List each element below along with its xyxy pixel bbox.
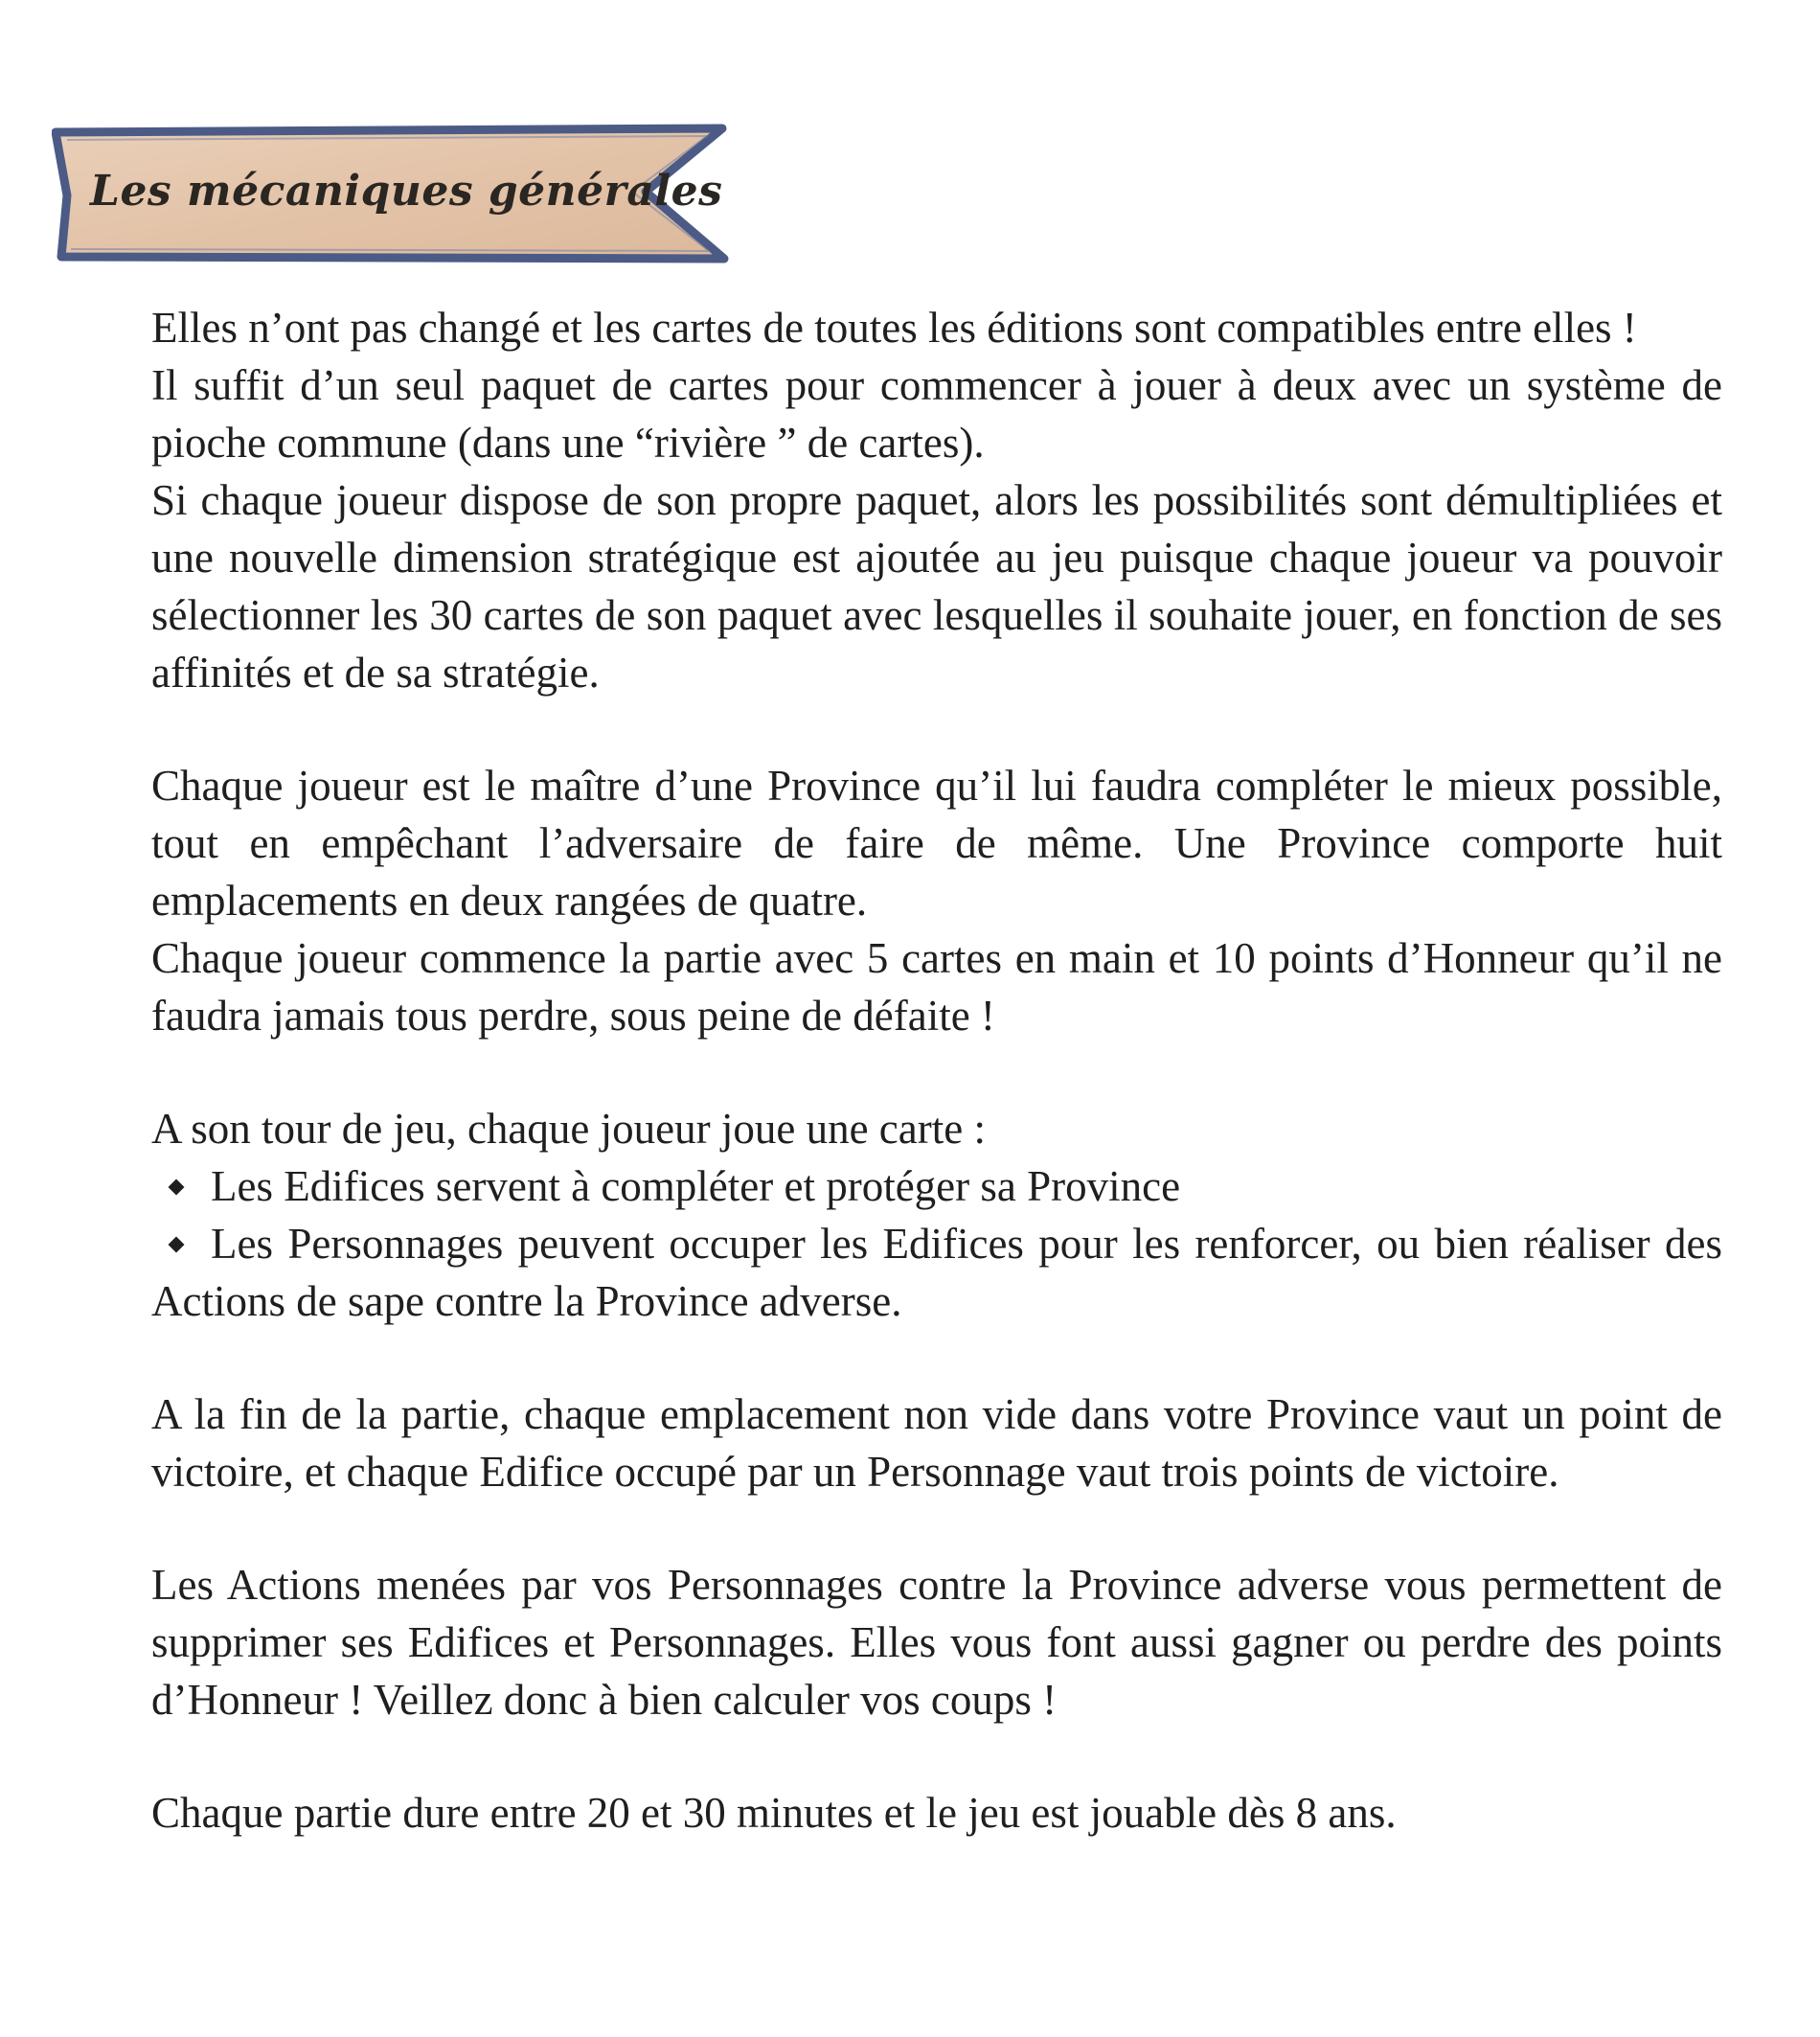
spacer (151, 1044, 1722, 1100)
paragraph-actions: Les Actions menées par vos Personnages contre la Province adverse vous permettent de supprimer ses Edifices et Personnages. Elles vous font aussi gagner ou perdre des points d’Honneur ! Veillez donc à bien calculer vos coups ! (151, 1561, 1722, 1724)
paragraph-scoring: A la fin de la partie, chaque emplacement non vide dans votre Province vaut un point de victoire, et chaque Edifice occupé par un Personnage vaut trois points de victoire. (151, 1390, 1722, 1496)
spacer (151, 1330, 1722, 1385)
paragraph-province: Chaque joueur est le maître d’une Province qu’il lui faudra compléter le mieux possible, tout en empêchant l’adversaire de faire de même. Une Province comporte huit emplacements en deux rangées de quatre. (151, 762, 1722, 925)
list-item-personnages (151, 1215, 1722, 1330)
paragraph-single-deck: Il suffit d’un seul paquet de cartes pour commencer à jouer à deux avec un système de pioche commune (dans une “rivière ” de cartes). (151, 361, 1722, 467)
diamond-bullet-icon (169, 1179, 185, 1195)
paragraph-starting-hand: Chaque joueur commence la partie avec 5 cartes en main et 10 points d’Honneur qu’il ne faudra jamais tous perdre, sous peine de défaite ! (151, 934, 1722, 1040)
spacer (151, 1728, 1722, 1784)
list-item-edifices (151, 1157, 1722, 1215)
paragraph-turn: A son tour de jeu, chaque joueur joue une carte : (151, 1105, 986, 1153)
diamond-bullet-icon (169, 1236, 185, 1252)
list-item-text: Les Personnages peuvent occuper les Edifices pour les renforcer, ou bien réaliser des Actions de sape contre la Province adverse. (151, 1220, 1722, 1325)
section-banner (52, 123, 732, 266)
list-item-text: Les Edifices servent à compléter et protéger sa Province (211, 1162, 1181, 1210)
spacer (151, 1500, 1722, 1556)
paragraph-compatibility: Elles n’ont pas changé et les cartes de toutes les éditions sont compatibles entre elles ! (151, 304, 1637, 352)
spacer (151, 701, 1722, 757)
section-title: Les mécaniques générales (90, 167, 723, 216)
paragraph-duration: Chaque partie dure entre 20 et 30 minutes et le jeu est jouable dès 8 ans. (151, 1789, 1397, 1837)
paragraph-own-deck: Si chaque joueur dispose de son propre paquet, alors les possibilités sont démultipliées et une nouvelle dimension stratégique est ajoutée au jeu puisque chaque joueur va pouvoir sélectionner les 30 cartes de son paquet avec lesquelles il souhaite jouer, en fonction de ses affinités et de sa stratégie. (151, 476, 1722, 697)
article-body (151, 299, 1722, 1842)
